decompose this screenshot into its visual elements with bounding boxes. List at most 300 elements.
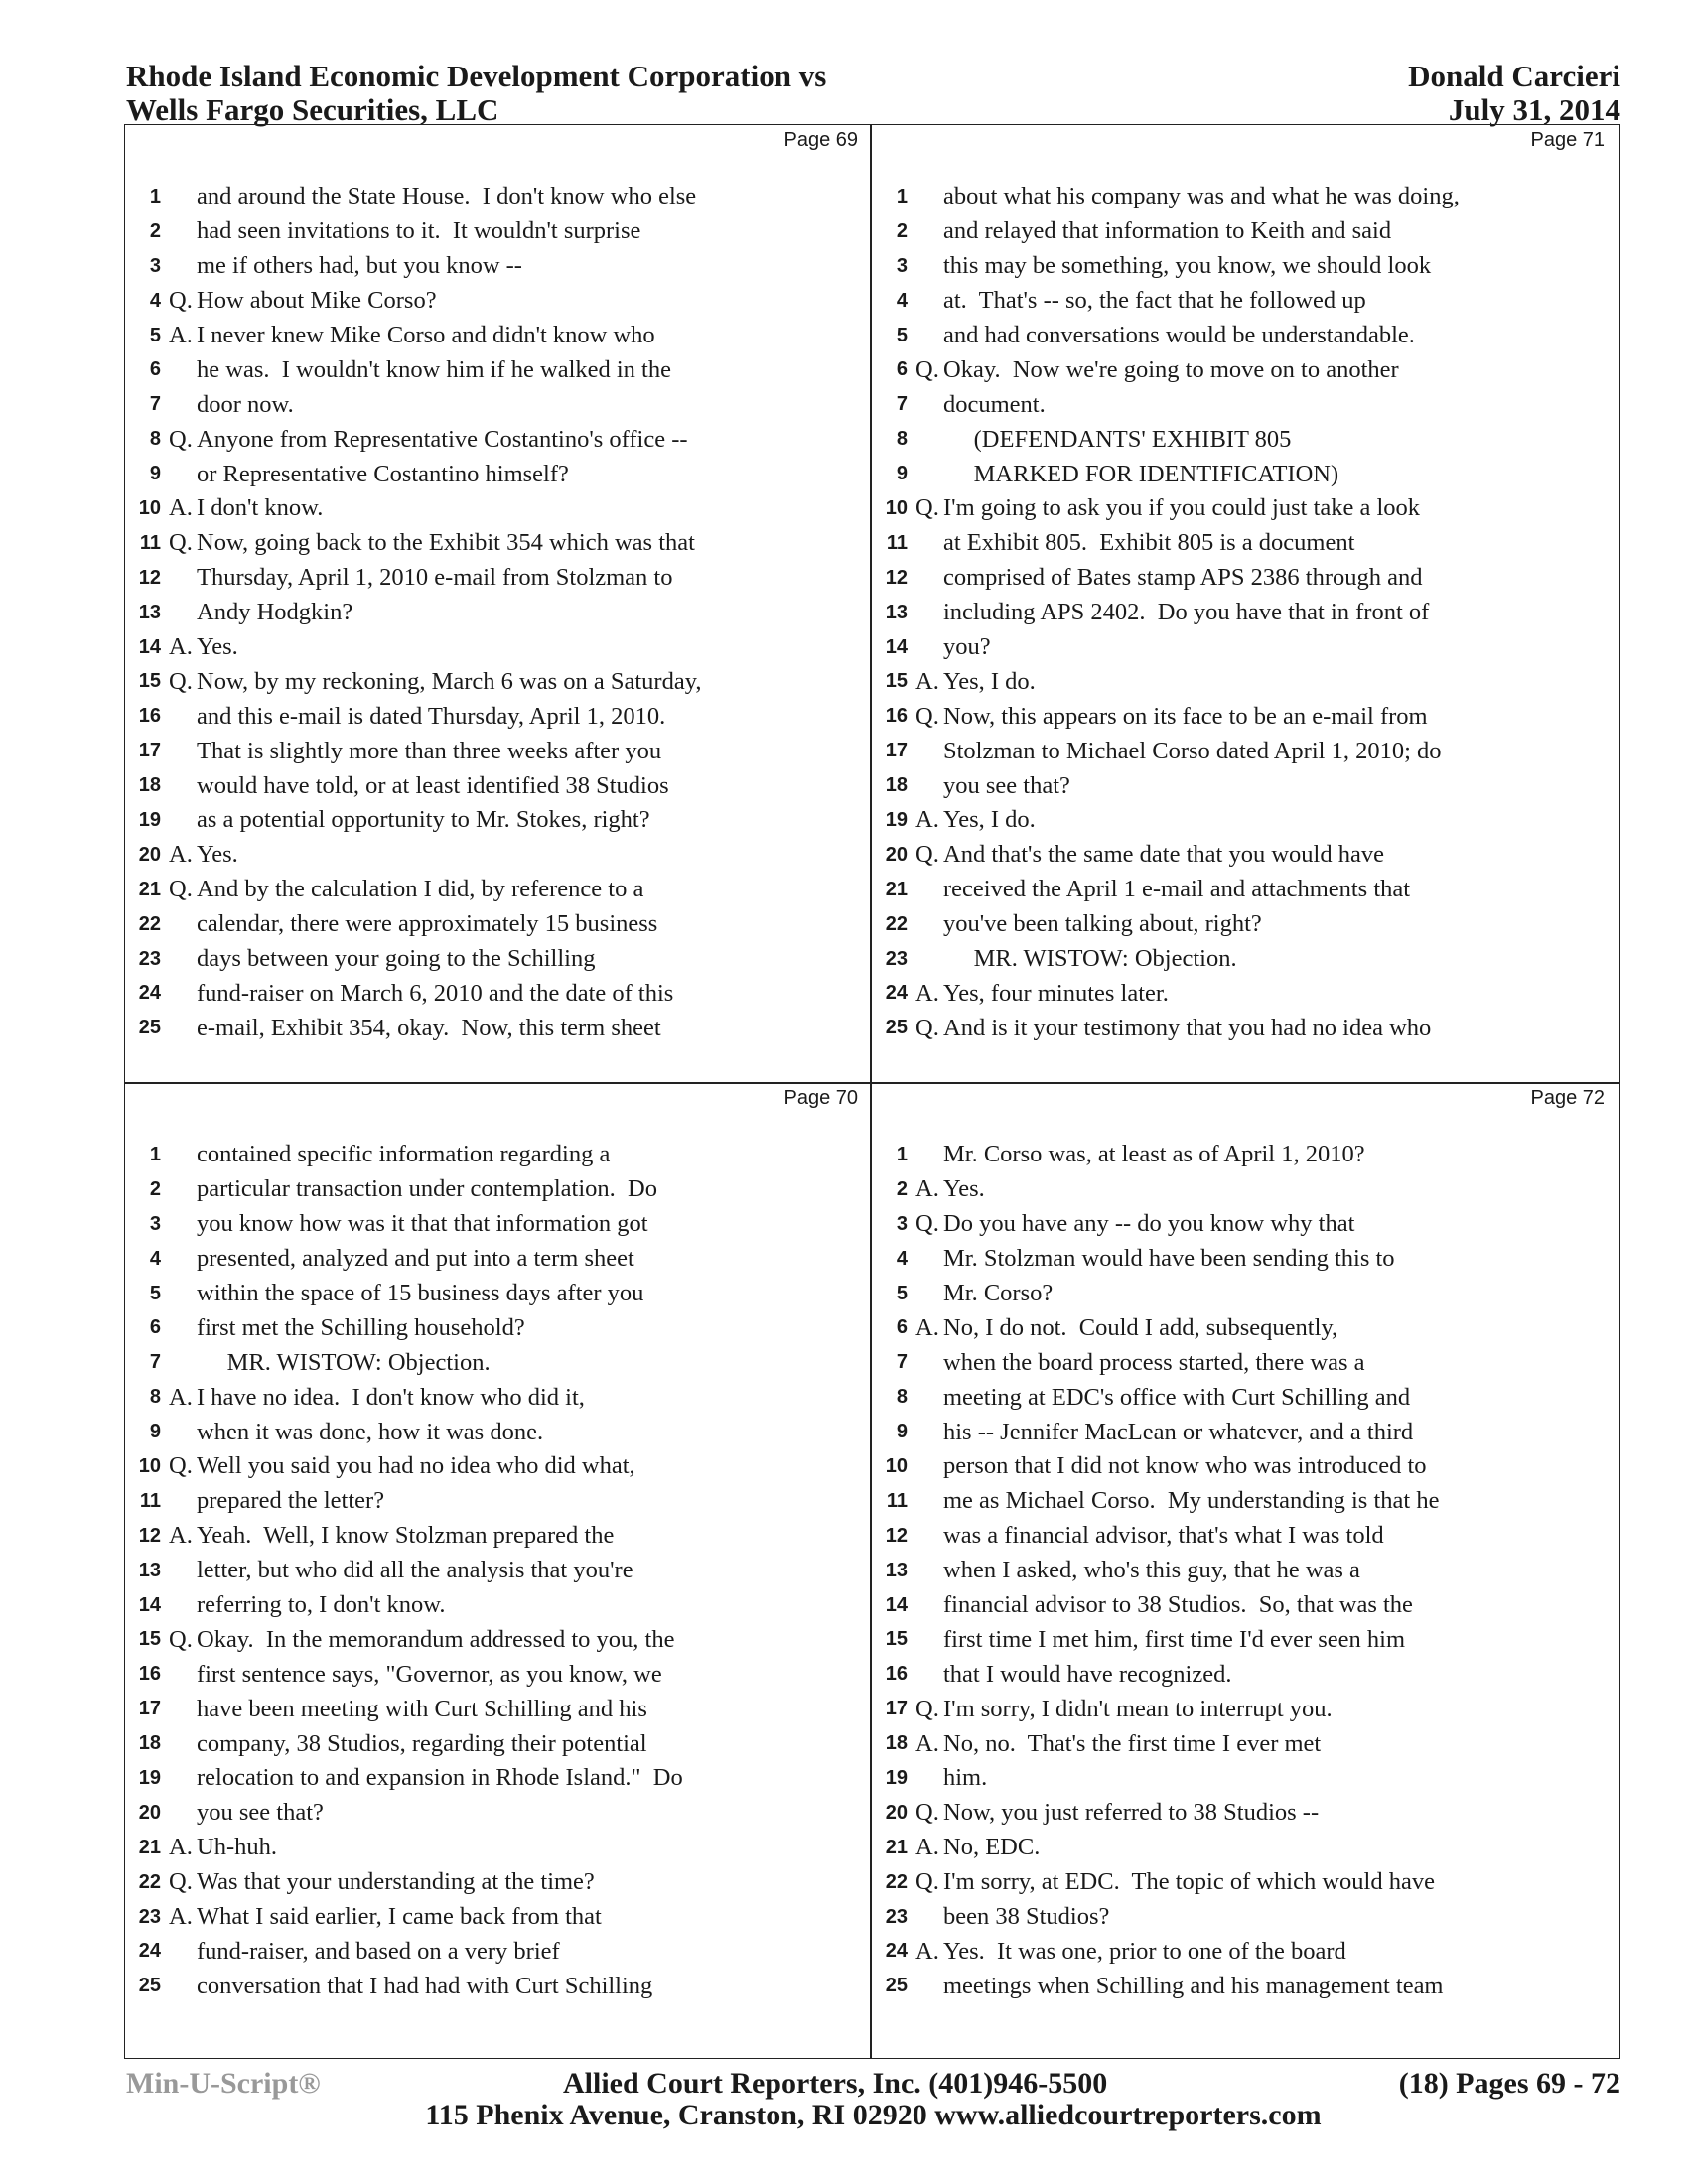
line-text: (DEFENDANTS' EXHIBIT 805 bbox=[943, 425, 1292, 453]
transcript-line bbox=[125, 630, 872, 665]
transcript-line bbox=[872, 1207, 1618, 1242]
case-caption-line-1: Rhode Island Economic Development Corporation vs bbox=[126, 59, 827, 93]
transcript-line bbox=[125, 1449, 872, 1484]
line-text: about what his company was and what he was doing, bbox=[943, 183, 1460, 210]
deposition-date: July 31, 2014 bbox=[1448, 92, 1620, 127]
line-text: and relayed that information to Keith and said bbox=[943, 217, 1392, 245]
line-text: you see that? bbox=[197, 1799, 324, 1827]
transcript-line bbox=[125, 1345, 872, 1380]
line-number: 11 bbox=[886, 531, 908, 554]
line-text: person that I did not know who was introduced to bbox=[943, 1452, 1427, 1480]
transcript-page-72 bbox=[872, 1083, 1618, 2040]
line-number: 4 bbox=[149, 1247, 161, 1270]
line-text: within the space of 15 business days after you bbox=[197, 1280, 644, 1306]
speaker-marker: Q. bbox=[915, 1799, 939, 1827]
line-number: 14 bbox=[885, 635, 908, 658]
line-number: 3 bbox=[149, 1212, 161, 1235]
line-text: meetings when Schilling and his management team bbox=[943, 1972, 1444, 1999]
transcript-line bbox=[872, 664, 1618, 699]
transcript-line bbox=[125, 1380, 872, 1415]
line-number: 5 bbox=[149, 324, 161, 346]
line-number: 6 bbox=[149, 1316, 161, 1339]
transcript-line bbox=[125, 1588, 872, 1623]
transcript-line bbox=[872, 457, 1618, 491]
line-number: 4 bbox=[149, 289, 161, 312]
line-text: you've been talking about, right? bbox=[943, 910, 1262, 938]
speaker-marker: A. bbox=[169, 494, 193, 522]
line-number: 17 bbox=[138, 740, 161, 762]
transcript-line bbox=[872, 1449, 1618, 1484]
line-text: Yes, four minutes later. bbox=[943, 979, 1169, 1007]
transcript-line bbox=[125, 942, 872, 977]
line-text: Yes, I do. bbox=[943, 806, 1036, 834]
transcript-line bbox=[872, 561, 1618, 596]
transcript-line bbox=[872, 768, 1618, 803]
line-number: 20 bbox=[885, 1801, 908, 1824]
line-number: 10 bbox=[138, 1454, 161, 1477]
transcript-line bbox=[125, 1831, 872, 1865]
transcript-line bbox=[125, 907, 872, 942]
speaker-marker: Q. bbox=[169, 529, 193, 557]
line-number: 16 bbox=[885, 705, 908, 728]
transcript-line bbox=[125, 1172, 872, 1207]
line-number: 5 bbox=[896, 1282, 908, 1304]
page-label: Page 70 bbox=[783, 1087, 858, 1109]
line-text: comprised of Bates stamp APS 2386 through and bbox=[943, 564, 1423, 592]
transcript-line bbox=[125, 1415, 872, 1449]
line-text: when the board process started, there was a bbox=[943, 1348, 1365, 1376]
line-number: 14 bbox=[138, 1593, 161, 1616]
transcript-line bbox=[125, 734, 872, 768]
line-number: 2 bbox=[896, 219, 908, 242]
speaker-marker: Q. bbox=[169, 1868, 193, 1896]
line-number: 21 bbox=[885, 1836, 908, 1858]
transcript-line bbox=[872, 526, 1618, 561]
transcript-line bbox=[872, 352, 1618, 387]
line-text: presented, analyzed and put into a term sheet bbox=[197, 1245, 634, 1273]
transcript-line bbox=[872, 907, 1618, 942]
line-number: 18 bbox=[138, 1732, 161, 1755]
line-number: 6 bbox=[149, 358, 161, 381]
transcript-line bbox=[125, 1726, 872, 1761]
line-number: 21 bbox=[885, 878, 908, 900]
line-number: 12 bbox=[885, 566, 908, 589]
page-label: Page 72 bbox=[1530, 1087, 1605, 1109]
transcript-line bbox=[872, 1726, 1618, 1761]
line-text: I have no idea. I don't know who did it, bbox=[197, 1383, 585, 1411]
line-number: 13 bbox=[885, 601, 908, 623]
line-text: MR. WISTOW: Objection. bbox=[197, 1348, 491, 1376]
line-number: 10 bbox=[885, 496, 908, 519]
line-text: company, 38 Studios, regarding their potential bbox=[197, 1729, 647, 1757]
line-number: 23 bbox=[885, 947, 908, 970]
transcript-line bbox=[125, 457, 872, 491]
transcript-line bbox=[125, 387, 872, 422]
line-number: 1 bbox=[149, 1143, 161, 1165]
line-number: 6 bbox=[896, 1316, 908, 1339]
transcript-line bbox=[125, 1657, 872, 1692]
line-number: 15 bbox=[138, 1628, 161, 1651]
line-number: 12 bbox=[138, 1524, 161, 1547]
speaker-marker: Q. bbox=[915, 494, 939, 522]
line-number: 4 bbox=[896, 1247, 908, 1270]
line-text: Mr. Corso was, at least as of April 1, 2010? bbox=[943, 1141, 1365, 1168]
line-text: e-mail, Exhibit 354, okay. Now, this term sheet bbox=[197, 1014, 661, 1041]
line-text: contained specific information regarding a bbox=[197, 1141, 611, 1168]
transcript-grid bbox=[124, 124, 1620, 2059]
transcript-lines bbox=[872, 180, 1618, 1045]
line-number: 16 bbox=[138, 1663, 161, 1686]
line-text: conversation that I had had with Curt Schilling bbox=[197, 1972, 653, 1999]
line-number: 19 bbox=[885, 1766, 908, 1789]
line-number: 3 bbox=[896, 254, 908, 277]
line-number: 22 bbox=[138, 912, 161, 935]
line-number: 22 bbox=[138, 1870, 161, 1893]
transcript-line bbox=[125, 1242, 872, 1277]
transcript-line bbox=[872, 1172, 1618, 1207]
transcript-line bbox=[125, 664, 872, 699]
transcript-line bbox=[872, 942, 1618, 977]
line-text: days between your going to the Schilling bbox=[197, 945, 596, 973]
line-number: 22 bbox=[885, 1870, 908, 1893]
transcript-line bbox=[872, 387, 1618, 422]
line-number: 5 bbox=[149, 1282, 161, 1304]
speaker-marker: A. bbox=[915, 1313, 939, 1341]
line-number: 24 bbox=[885, 1940, 908, 1963]
line-text: How about Mike Corso? bbox=[197, 287, 437, 315]
line-text: when it was done, how it was done. bbox=[197, 1418, 544, 1445]
transcript-line bbox=[125, 284, 872, 319]
speaker-marker: Q. bbox=[915, 1014, 939, 1041]
line-text: fund-raiser, and based on a very brief bbox=[197, 1937, 560, 1965]
line-text: No, EDC. bbox=[943, 1834, 1041, 1861]
transcript-line bbox=[872, 803, 1618, 838]
transcript-line bbox=[872, 319, 1618, 353]
speaker-marker: A. bbox=[169, 1383, 193, 1411]
transcript-line bbox=[125, 1934, 872, 1969]
transcript-line bbox=[872, 1519, 1618, 1554]
line-number: 3 bbox=[149, 254, 161, 277]
line-number: 19 bbox=[138, 808, 161, 831]
transcript-line bbox=[872, 214, 1618, 249]
transcript-page-71 bbox=[872, 125, 1618, 1082]
line-text: financial advisor to 38 Studios. So, that was the bbox=[943, 1591, 1413, 1619]
line-number: 7 bbox=[149, 393, 161, 416]
line-number: 11 bbox=[139, 531, 161, 554]
line-text: No, no. That's the first time I ever met bbox=[943, 1729, 1322, 1757]
footer bbox=[126, 2067, 1620, 2103]
line-text: I'm going to ask you if you could just take a look bbox=[943, 494, 1421, 522]
line-number: 11 bbox=[886, 1489, 908, 1512]
line-number: 18 bbox=[138, 774, 161, 797]
case-caption-line-2: Wells Fargo Securities, LLC bbox=[126, 92, 499, 127]
line-text: What I said earlier, I came back from that bbox=[197, 1903, 602, 1931]
line-text: Okay. In the memorandum addressed to you, the bbox=[197, 1625, 675, 1653]
transcript-line bbox=[872, 873, 1618, 907]
transcript-line bbox=[125, 1554, 872, 1588]
line-number: 23 bbox=[138, 947, 161, 970]
line-number: 8 bbox=[896, 1386, 908, 1409]
transcript-line bbox=[872, 1380, 1618, 1415]
transcript-line bbox=[125, 526, 872, 561]
speaker-marker: A. bbox=[169, 633, 193, 661]
line-text: Stolzman to Michael Corso dated April 1, 2010; do bbox=[943, 737, 1442, 764]
line-text: MR. WISTOW: Objection. bbox=[943, 945, 1237, 973]
line-number: 16 bbox=[138, 705, 161, 728]
line-text: relocation to and expansion in Rhode Island." Do bbox=[197, 1764, 683, 1792]
line-number: 7 bbox=[896, 393, 908, 416]
brand-mark: Min-U-Script® bbox=[126, 2067, 321, 2100]
transcript-line bbox=[125, 1207, 872, 1242]
line-text: including APS 2402. Do you have that in front of bbox=[943, 599, 1430, 626]
transcript-line bbox=[872, 1657, 1618, 1692]
line-text: Andy Hodgkin? bbox=[197, 599, 353, 626]
page-label: Page 71 bbox=[1530, 129, 1605, 151]
line-number: 24 bbox=[138, 1940, 161, 1963]
line-number: 1 bbox=[149, 185, 161, 207]
line-number: 2 bbox=[149, 1177, 161, 1200]
line-text: And by the calculation I did, by reference to a bbox=[197, 876, 644, 903]
line-number: 15 bbox=[885, 670, 908, 693]
line-text: Yes. bbox=[197, 633, 238, 661]
line-number: 15 bbox=[885, 1628, 908, 1651]
line-text: Now, going back to the Exhibit 354 which was that bbox=[197, 529, 695, 557]
transcript-line bbox=[125, 1692, 872, 1726]
transcript-line bbox=[872, 734, 1618, 768]
transcript-line bbox=[872, 1761, 1618, 1796]
line-text: Was that your understanding at the time? bbox=[197, 1868, 595, 1896]
line-number: 9 bbox=[896, 463, 908, 485]
line-number: 10 bbox=[138, 496, 161, 519]
transcript-line bbox=[872, 1692, 1618, 1726]
transcript-line bbox=[872, 180, 1618, 214]
line-number: 8 bbox=[149, 1386, 161, 1409]
transcript-line bbox=[872, 1934, 1618, 1969]
transcript-line bbox=[872, 1554, 1618, 1588]
line-number: 24 bbox=[138, 982, 161, 1005]
line-text: I never knew Mike Corso and didn't know who bbox=[197, 322, 655, 348]
speaker-marker: A. bbox=[915, 979, 939, 1007]
line-number: 10 bbox=[885, 1454, 908, 1477]
speaker-marker: A. bbox=[169, 1834, 193, 1861]
line-text: Uh-huh. bbox=[197, 1834, 277, 1861]
line-text: And that's the same date that you would have bbox=[943, 841, 1384, 869]
witness-info bbox=[1408, 60, 1620, 127]
transcript-line bbox=[872, 1310, 1618, 1345]
transcript-line bbox=[125, 699, 872, 734]
transcript-line bbox=[125, 1138, 872, 1172]
line-text: have been meeting with Curt Schilling and his bbox=[197, 1695, 647, 1722]
line-number: 14 bbox=[138, 635, 161, 658]
line-text: you know how was it that that information got bbox=[197, 1210, 648, 1238]
line-text: door now. bbox=[197, 390, 294, 418]
line-number: 16 bbox=[885, 1663, 908, 1686]
speaker-marker: A. bbox=[169, 322, 193, 348]
speaker-marker: A. bbox=[169, 1903, 193, 1931]
line-text: you? bbox=[943, 633, 991, 661]
transcript-line bbox=[125, 976, 872, 1011]
line-text: me if others had, but you know -- bbox=[197, 252, 522, 280]
line-text: calendar, there were approximately 15 business bbox=[197, 910, 658, 938]
line-text: as a potential opportunity to Mr. Stokes, right? bbox=[197, 806, 650, 834]
line-text: and around the State House. I don't know who else bbox=[197, 183, 697, 210]
line-text: you see that? bbox=[943, 771, 1070, 799]
line-text: first met the Schilling household? bbox=[197, 1313, 525, 1341]
line-text: him. bbox=[943, 1764, 988, 1792]
line-number: 6 bbox=[896, 358, 908, 381]
line-number: 17 bbox=[885, 740, 908, 762]
transcript-line bbox=[125, 1011, 872, 1045]
line-number: 8 bbox=[149, 428, 161, 451]
transcript-line bbox=[872, 630, 1618, 665]
line-number: 7 bbox=[149, 1351, 161, 1374]
speaker-marker: Q. bbox=[915, 355, 939, 383]
line-text: Yes. It was one, prior to one of the board bbox=[943, 1937, 1346, 1965]
transcript-line bbox=[125, 873, 872, 907]
line-text: Now, this appears on its face to be an e-mail from bbox=[943, 702, 1428, 730]
line-number: 15 bbox=[138, 670, 161, 693]
transcript-line bbox=[872, 1865, 1618, 1900]
page-label: Page 69 bbox=[783, 129, 858, 151]
line-number: 11 bbox=[139, 1489, 161, 1512]
line-text: first sentence says, "Governor, as you know, we bbox=[197, 1660, 662, 1688]
transcript-lines bbox=[872, 1138, 1618, 2003]
line-text: Anyone from Representative Costantino's office -- bbox=[197, 425, 688, 453]
line-number: 13 bbox=[885, 1559, 908, 1581]
transcript-line bbox=[125, 180, 872, 214]
speaker-marker: A. bbox=[915, 1937, 939, 1965]
line-text: would have told, or at least identified 38 Studios bbox=[197, 771, 669, 799]
line-text: he was. I wouldn't know him if he walked in the bbox=[197, 355, 671, 383]
line-text: received the April 1 e-mail and attachments that bbox=[943, 876, 1411, 903]
transcript-line bbox=[872, 284, 1618, 319]
transcript-line bbox=[125, 1900, 872, 1935]
transcript-line bbox=[125, 803, 872, 838]
line-text: that I would have recognized. bbox=[943, 1660, 1232, 1688]
transcript-lines bbox=[125, 180, 872, 1045]
transcript-line bbox=[872, 1900, 1618, 1935]
line-text: Yes. bbox=[943, 1175, 985, 1203]
transcript-line bbox=[872, 1588, 1618, 1623]
line-number: 12 bbox=[138, 566, 161, 589]
speaker-marker: Q. bbox=[169, 425, 193, 453]
line-number: 18 bbox=[885, 1732, 908, 1755]
line-text: at. That's -- so, the fact that he followed up bbox=[943, 287, 1366, 315]
line-number: 25 bbox=[885, 1017, 908, 1039]
line-text: Do you have any -- do you know why that bbox=[943, 1210, 1355, 1238]
line-number: 22 bbox=[885, 912, 908, 935]
line-text: first time I met him, first time I'd ever seen him bbox=[943, 1625, 1406, 1653]
line-number: 2 bbox=[149, 219, 161, 242]
speaker-marker: A. bbox=[915, 1834, 939, 1861]
transcript-line bbox=[872, 422, 1618, 457]
transcript-line bbox=[872, 1011, 1618, 1045]
line-number: 9 bbox=[149, 1421, 161, 1443]
transcript-line bbox=[125, 352, 872, 387]
line-number: 5 bbox=[896, 324, 908, 346]
line-number: 18 bbox=[885, 774, 908, 797]
line-number: 24 bbox=[885, 982, 908, 1005]
line-text: this may be something, you know, we should look bbox=[943, 252, 1432, 280]
line-number: 8 bbox=[896, 428, 908, 451]
line-text: or Representative Costantino himself? bbox=[197, 460, 569, 487]
transcript-line bbox=[125, 249, 872, 284]
line-number: 19 bbox=[138, 1766, 161, 1789]
line-number: 17 bbox=[885, 1698, 908, 1720]
line-number: 25 bbox=[138, 1975, 161, 1997]
speaker-marker: Q. bbox=[915, 1210, 939, 1238]
speaker-marker: Q. bbox=[169, 1452, 193, 1480]
line-text: Okay. Now we're going to move on to another bbox=[943, 355, 1399, 383]
line-text: Now, you just referred to 38 Studios -- bbox=[943, 1799, 1320, 1827]
transcript-line bbox=[872, 699, 1618, 734]
line-text: Yes. bbox=[197, 841, 238, 869]
transcript-line bbox=[872, 1831, 1618, 1865]
speaker-marker: A. bbox=[915, 1729, 939, 1757]
line-text: letter, but who did all the analysis that you're bbox=[197, 1557, 633, 1584]
speaker-marker: Q. bbox=[169, 287, 193, 315]
line-number: 2 bbox=[896, 1177, 908, 1200]
line-number: 14 bbox=[885, 1593, 908, 1616]
transcript-page-69 bbox=[125, 125, 872, 1082]
line-text: Mr. Corso? bbox=[943, 1280, 1054, 1306]
transcript-line bbox=[125, 491, 872, 526]
transcript-line bbox=[125, 1761, 872, 1796]
line-number: 23 bbox=[885, 1905, 908, 1928]
transcript-line bbox=[125, 838, 872, 873]
line-text: and had conversations would be understandable. bbox=[943, 322, 1415, 348]
line-number: 4 bbox=[896, 289, 908, 312]
transcript-line bbox=[872, 1277, 1618, 1311]
transcript-line bbox=[872, 838, 1618, 873]
line-number: 12 bbox=[885, 1524, 908, 1547]
speaker-marker: Q. bbox=[169, 1625, 193, 1653]
transcript-line bbox=[125, 561, 872, 596]
line-text: his -- Jennifer MacLean or whatever, and a third bbox=[943, 1418, 1414, 1445]
transcript-line bbox=[872, 249, 1618, 284]
transcript-line bbox=[125, 1796, 872, 1831]
footer-address: 115 Phenix Avenue, Cranston, RI 02920 www.alliedcourtreporters.com bbox=[425, 2099, 1322, 2131]
line-text: me as Michael Corso. My understanding is that he bbox=[943, 1487, 1440, 1515]
transcript-line bbox=[125, 1519, 872, 1554]
speaker-marker: A. bbox=[169, 841, 193, 869]
line-text: prepared the letter? bbox=[197, 1487, 385, 1515]
line-text: I'm sorry, at EDC. The topic of which would have bbox=[943, 1868, 1435, 1896]
line-text: fund-raiser on March 6, 2010 and the date of this bbox=[197, 979, 674, 1007]
line-text: referring to, I don't know. bbox=[197, 1591, 446, 1619]
transcript-line bbox=[872, 1622, 1618, 1657]
transcript-line bbox=[872, 1242, 1618, 1277]
line-text: No, I do not. Could I add, subsequently, bbox=[943, 1313, 1338, 1341]
line-number: 3 bbox=[896, 1212, 908, 1235]
line-number: 25 bbox=[138, 1017, 161, 1039]
line-number: 9 bbox=[149, 463, 161, 485]
line-text: meeting at EDC's office with Curt Schilling and bbox=[943, 1383, 1411, 1411]
line-number: 7 bbox=[896, 1351, 908, 1374]
line-number: 13 bbox=[138, 601, 161, 623]
witness-name: Donald Carcieri bbox=[1408, 59, 1620, 93]
line-text: Well you said you had no idea who did what, bbox=[197, 1452, 635, 1480]
transcript-line bbox=[125, 768, 872, 803]
line-number: 20 bbox=[138, 843, 161, 866]
reporting-company: Allied Court Reporters, Inc. (401)946-5500 bbox=[563, 2067, 1108, 2100]
line-text: was a financial advisor, that's what I was told bbox=[943, 1522, 1384, 1550]
line-text: Thursday, April 1, 2010 e-mail from Stolzman to bbox=[197, 564, 673, 592]
transcript-line bbox=[872, 1415, 1618, 1449]
transcript-line bbox=[872, 596, 1618, 630]
transcript-line bbox=[125, 1865, 872, 1900]
transcript-line bbox=[872, 1969, 1618, 2003]
